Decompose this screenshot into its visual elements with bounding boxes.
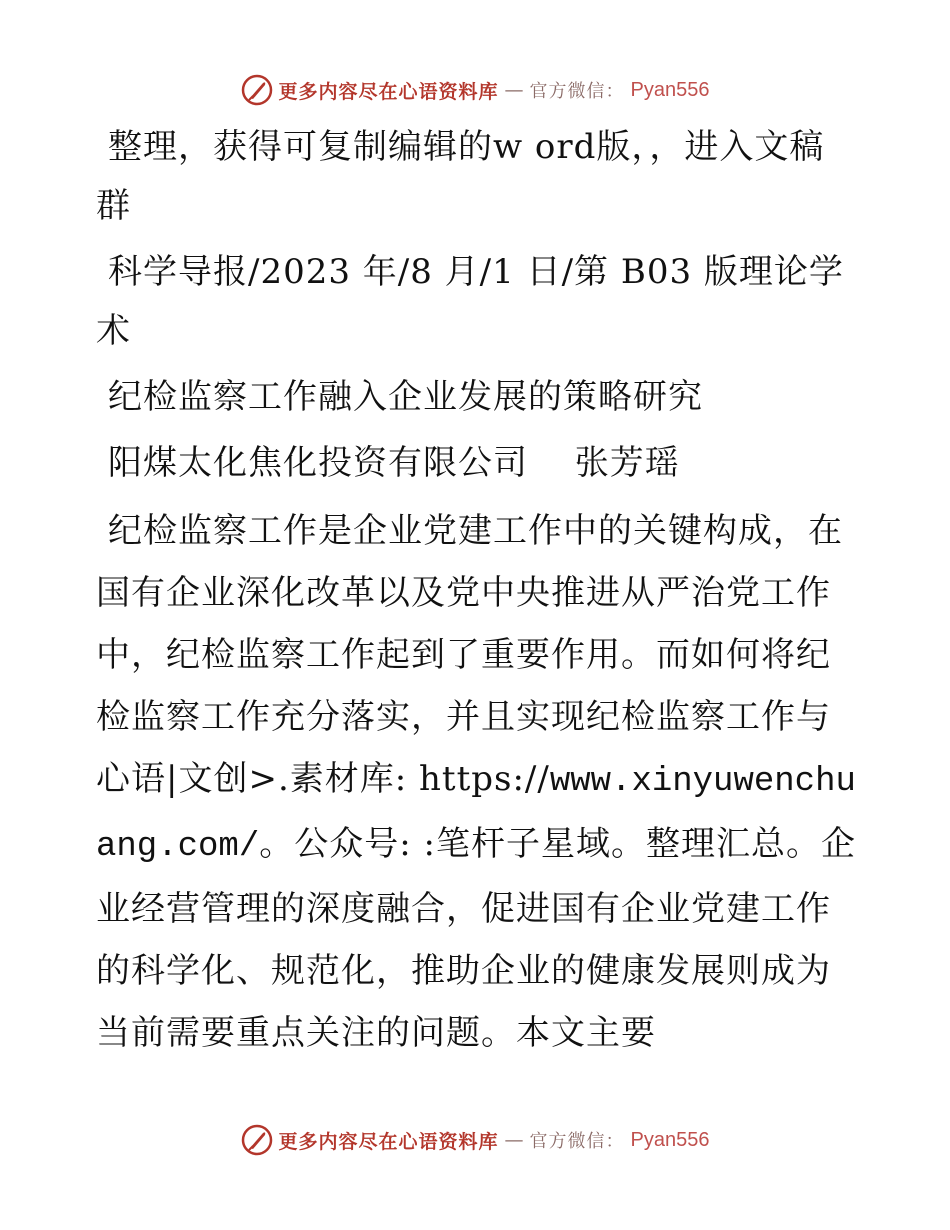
banner-wechat-label: 官方微信： — [529, 81, 625, 102]
article-paragraph — [96, 500, 856, 1064]
source-url: www.xinyuwenchuang.com/ — [96, 763, 856, 866]
banner-wechat-id: Pyan556 — [630, 1128, 710, 1151]
banner-dash: — — [504, 1129, 524, 1151]
document-body — [96, 118, 856, 1071]
banner-main-text: 更多内容尽在心语资料库 — [278, 80, 499, 103]
feather-pen-logo-icon — [241, 74, 273, 106]
banner-dash: — — [504, 79, 524, 101]
banner-main-text: 更多内容尽在心语资料库 — [278, 1130, 499, 1153]
paragraph-text-part2: 。公众号: :笔杆子星域。整理汇总。企业经营管理的深度融合，促进国有企业党建工作的科学化、规范化，推助企业的健康发展则成为当前需要重点关注的问题。本文主要 — [96, 824, 856, 1053]
banner-wechat-label: 官方微信： — [529, 1131, 625, 1152]
paragraph-text-part1: 纪检监察工作是企业党建工作中的关键构成，在国有企业深化改革以及党中央推进从严治党工作中，纪检监察工作起到了重要作用。而如何将纪检监察工作充分落实，并且实现纪检监察工作与心语|文创>.素材库: https:// — [96, 511, 843, 799]
article-title: 纪检监察工作融入企业发展的策略研究 — [108, 377, 703, 417]
article-author: 阳煤太化焦化投资有限公司 张芳瑶 — [108, 443, 680, 483]
intro-line: 整理，获得可复制编辑的w ord版，，进入文稿群 — [96, 127, 825, 226]
footer-banner — [0, 1120, 950, 1160]
source-line: 科学导报/2023 年/8 月/1 日/第 B03 版理论学术 — [96, 252, 844, 351]
feather-pen-logo-icon — [241, 1124, 273, 1156]
header-banner — [0, 70, 950, 110]
banner-wechat-id: Pyan556 — [630, 78, 710, 101]
